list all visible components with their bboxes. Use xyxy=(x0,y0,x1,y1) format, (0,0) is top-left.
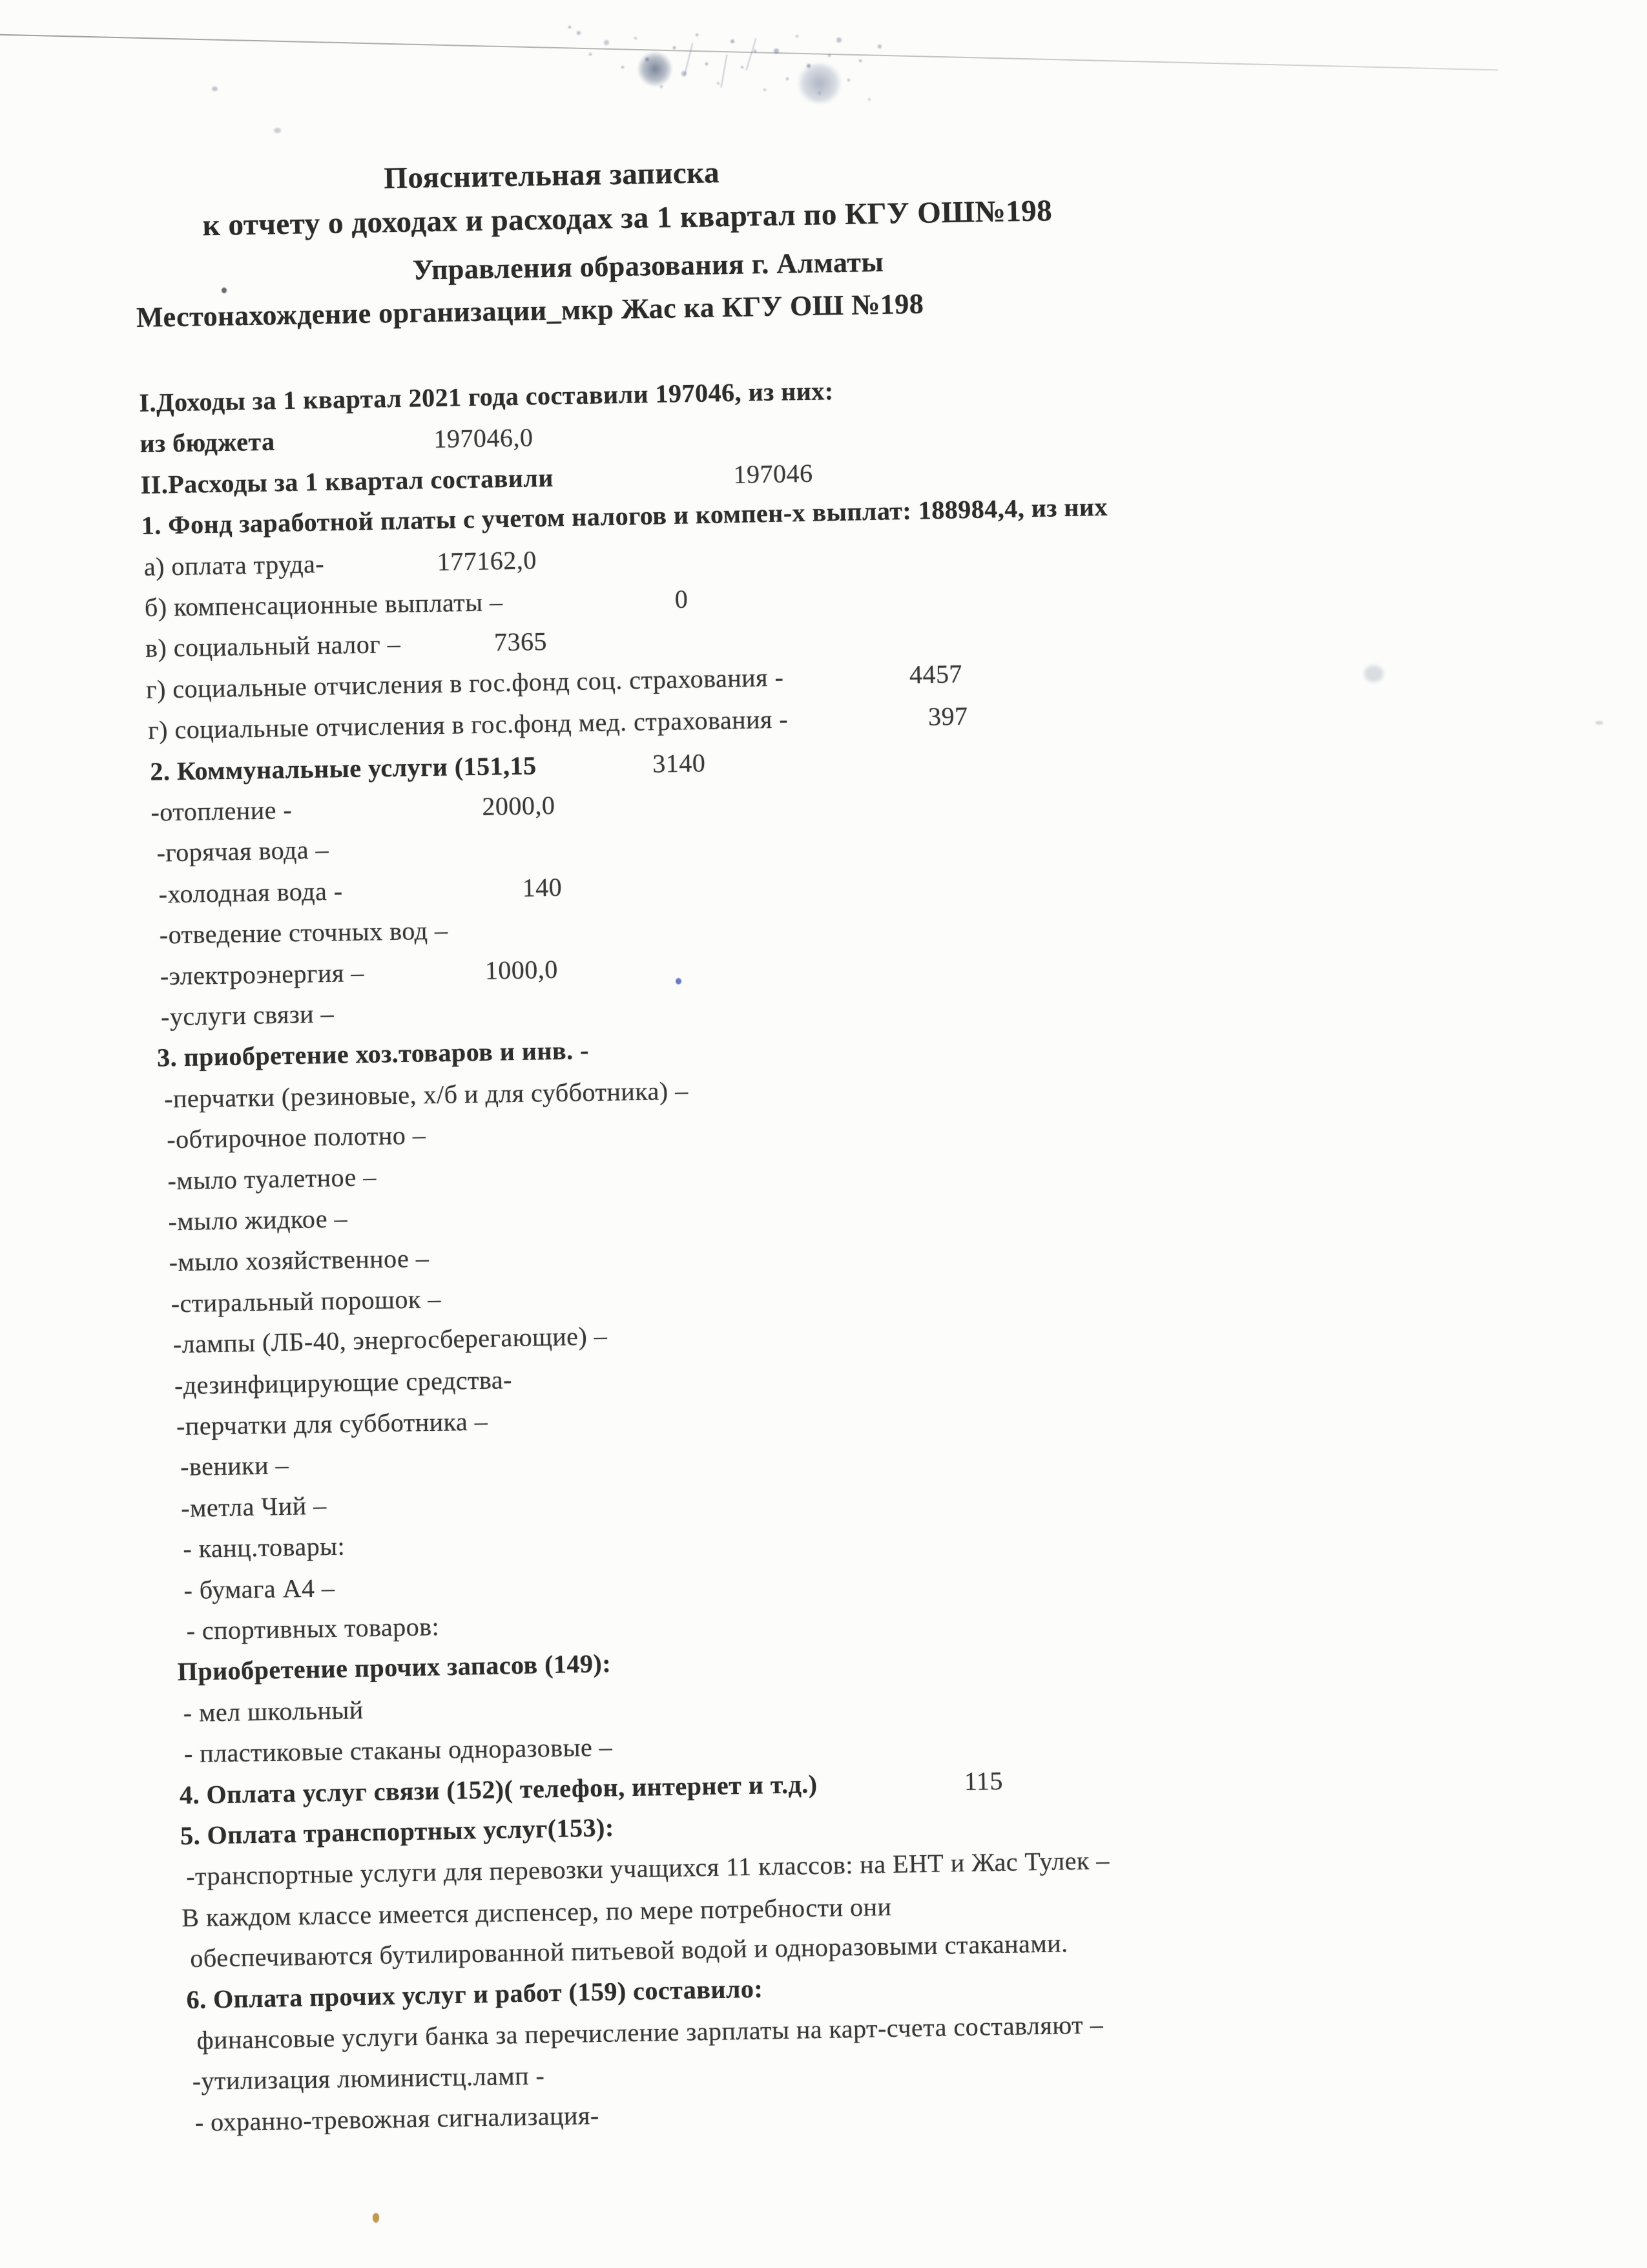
doc-location-line: Местонахождение организации_мкр Жас ка КГУ ОШ №198 xyxy=(136,287,924,334)
line-text: из бюджета xyxy=(140,426,275,458)
line-value: 177162,0 xyxy=(437,545,537,576)
doc-line xyxy=(164,1076,689,1114)
line-text: -электроэнергия – xyxy=(160,958,365,991)
doc-line xyxy=(186,1845,1110,1891)
line-text: Приобретение прочих запасов (149): xyxy=(177,1649,612,1687)
line-text: -стиральный порошок – xyxy=(171,1284,442,1318)
line-text: 1. Фонд заработной платы с учетом налогов и компен-х выплат: 188984,4, из них xyxy=(141,492,1108,540)
doc-line xyxy=(174,1364,513,1400)
doc-line xyxy=(160,954,559,992)
doc-line xyxy=(147,701,968,745)
line-text: -отопление - xyxy=(150,795,293,827)
doc-line xyxy=(181,1891,892,1933)
line-text: - спортивных товаров: xyxy=(186,1612,440,1646)
doc-line xyxy=(183,1531,346,1564)
doc-line xyxy=(186,1611,439,1646)
line-value: 140 xyxy=(522,872,563,902)
doc-line xyxy=(150,790,555,827)
line-text: 3. приобретение хоз.товаров и инв. - xyxy=(156,1035,590,1072)
doc-line xyxy=(172,1320,607,1359)
line-text: -утилизация люминистц.ламп - xyxy=(192,2061,545,2096)
line-text: - мел школьный xyxy=(183,1695,364,1728)
line-text: -мыло жидкое – xyxy=(168,1203,348,1236)
line-text: - бумага А4 – xyxy=(183,1573,335,1605)
line-text: -перчатки (резиновые, х/б и для субботника) – xyxy=(163,1076,689,1114)
line-text: г) социальные отчисления в гос.фонд мед. страхования - xyxy=(147,704,789,745)
line-value: 197046,0 xyxy=(433,422,533,453)
line-text: -метла Чий – xyxy=(180,1490,327,1523)
doc-line xyxy=(184,1732,613,1769)
line-text: -дезинфицирующие средства- xyxy=(174,1365,513,1400)
doc-line xyxy=(181,1490,327,1523)
doc-line xyxy=(180,1450,289,1482)
doc-line xyxy=(158,872,563,910)
line-text: -обтирочное полотно – xyxy=(166,1120,426,1154)
line-text: г) социальные отчисления в гос.фонд соц. страхования - xyxy=(145,662,784,704)
doc-line xyxy=(169,1243,429,1277)
doc-line xyxy=(194,2100,599,2138)
line-value: 397 xyxy=(927,701,968,731)
doc-line xyxy=(183,1694,364,1728)
doc-line xyxy=(196,2009,1103,2055)
doc-line xyxy=(179,1765,1004,1810)
line-value: 197046 xyxy=(733,458,813,489)
line-text: -лампы (ЛБ-40, энергосберегающие) – xyxy=(172,1321,608,1359)
line-value: 7365 xyxy=(493,627,548,657)
line-text: в) социальный налог – xyxy=(145,629,401,663)
line-value: 4457 xyxy=(909,659,963,689)
line-text: -горячая вода – xyxy=(156,835,329,868)
line-text: -веники – xyxy=(180,1450,289,1482)
line-text: финансовые услуги банка за перечисление зарплаты на карт-счета составляют – xyxy=(196,2010,1104,2055)
doc-line xyxy=(161,998,335,1032)
doc-line xyxy=(156,834,329,868)
doc-line xyxy=(167,1119,426,1154)
line-text: I.Доходы за 1 квартал 2021 года составили 197046, из них: xyxy=(139,376,834,417)
line-text: а) оплата труда- xyxy=(143,549,325,581)
doc-department-line: Управления образования г. Алматы xyxy=(412,245,884,286)
doc-line xyxy=(171,1284,441,1318)
line-text: 2. Коммунальные услуги (151,15 xyxy=(150,751,537,786)
line-text: обеспечиваются бутилированной питьевой водой и одноразовыми стаканами. xyxy=(190,1928,1068,1973)
line-text: - пластиковые стаканы одноразовые – xyxy=(183,1732,613,1769)
doc-line xyxy=(186,1973,763,2015)
line-text: -холодная вода - xyxy=(158,876,343,909)
doc-title: Пояснительная записка xyxy=(383,156,720,196)
line-text: -мыло хозяйственное – xyxy=(169,1243,430,1277)
line-text: б) компенсационные выплаты – xyxy=(144,587,503,622)
line-text: II.Расходы за 1 квартал составили xyxy=(140,463,554,499)
doc-line xyxy=(140,422,533,459)
doc-line xyxy=(177,1648,611,1687)
line-text: -транспортные услуги для перевозки учащихся 11 классов: на ЕНТ и Жас Тулек – xyxy=(185,1846,1110,1891)
line-value: 1000,0 xyxy=(484,954,559,985)
doc-line xyxy=(167,1161,377,1196)
doc-line xyxy=(183,1572,335,1605)
doc-line xyxy=(192,2060,544,2096)
doc-line xyxy=(145,659,963,705)
doc-line xyxy=(139,375,834,418)
line-text: 6. Оплата прочих услуг и работ (159) составило: xyxy=(186,1973,763,2015)
line-text: -перчатки для субботника – xyxy=(176,1406,488,1441)
line-text: - канц.товары: xyxy=(182,1531,346,1564)
line-value: 2000,0 xyxy=(482,790,555,821)
line-text: -услуги связи – xyxy=(160,999,335,1032)
line-value: 115 xyxy=(964,1765,1004,1796)
line-text: 5. Оплата транспортных услуг(153): xyxy=(180,1813,615,1851)
line-text: -отведение сточных вод – xyxy=(159,915,448,950)
doc-line xyxy=(157,1035,589,1073)
doc-line xyxy=(190,1928,1068,1973)
doc-line xyxy=(168,1203,347,1237)
doc-line xyxy=(140,458,813,500)
doc-line xyxy=(150,748,706,786)
doc-line xyxy=(145,627,548,663)
line-text: В каждом классе имеется диспенсер, по мере потребности они xyxy=(181,1891,892,1933)
line-value: 0 xyxy=(674,584,689,614)
doc-line xyxy=(143,545,537,582)
doc-line xyxy=(144,584,689,623)
doc-line xyxy=(141,492,1108,541)
doc-line xyxy=(176,1406,488,1442)
line-text: -мыло туалетное – xyxy=(167,1162,377,1196)
doc-subtitle: к отчету о доходах и расходах за 1 квартал по КГУ ОШ№198 xyxy=(202,194,1053,243)
doc-line xyxy=(159,915,448,950)
line-text: - охранно-тревожная сигнализация- xyxy=(194,2100,599,2137)
line-value: 3140 xyxy=(652,748,706,778)
doc-line xyxy=(180,1812,614,1851)
line-text: 4. Оплата услуг связи (152)( телефон, интернет и т.д.) xyxy=(179,1769,818,1810)
